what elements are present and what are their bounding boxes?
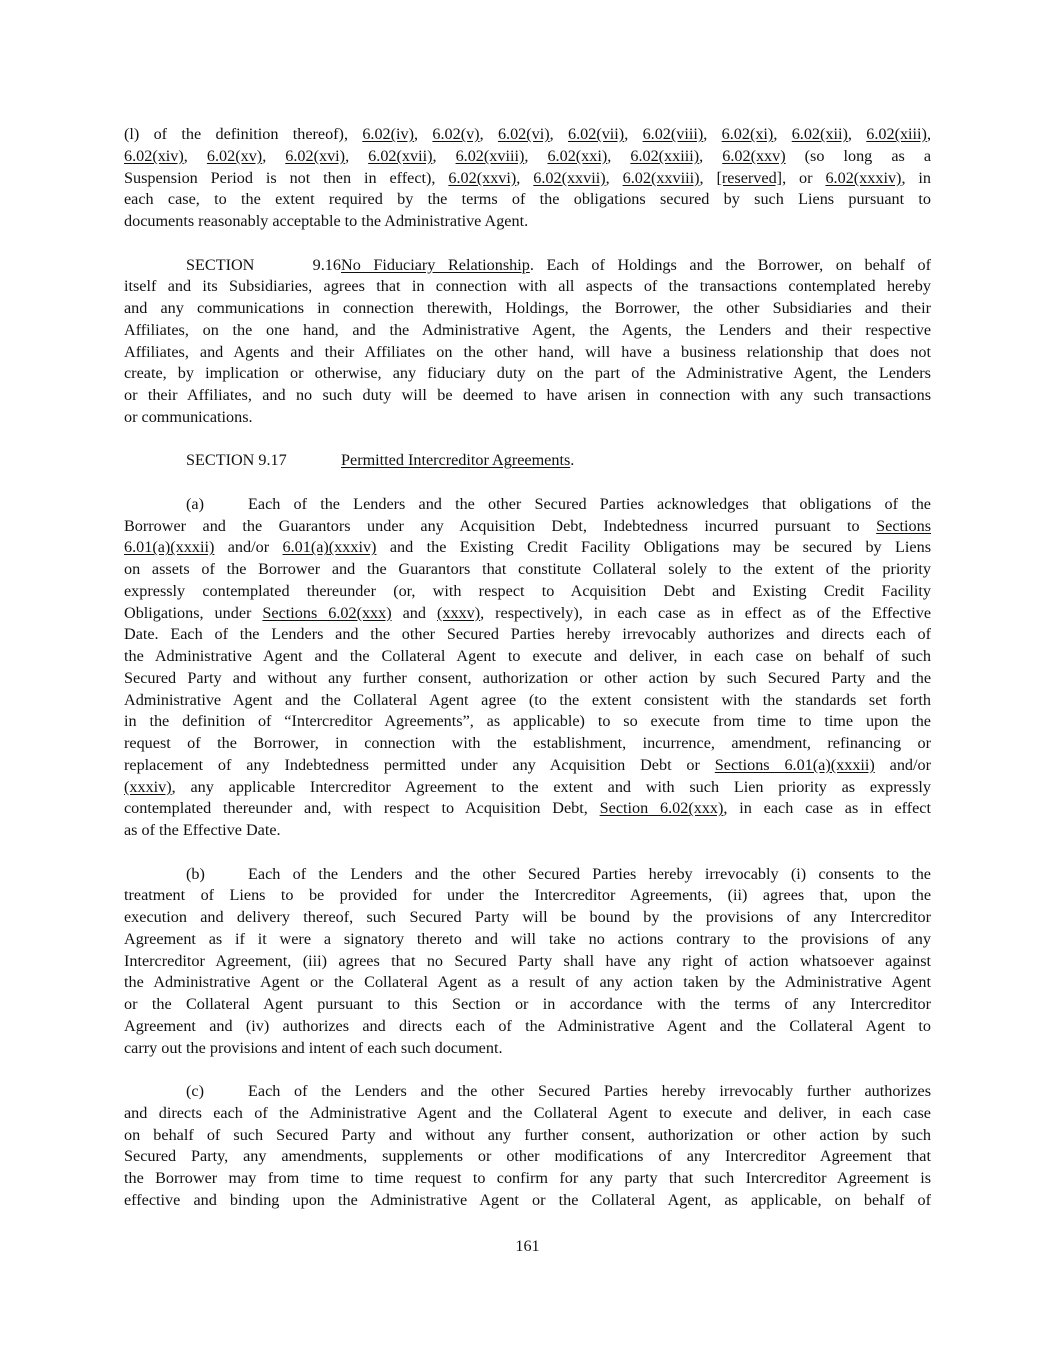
- section-reference: 6.02(xxxiv): [825, 168, 902, 187]
- section-reference: 6.02(vii): [568, 125, 625, 143]
- text-run: ,: [262, 146, 286, 165]
- section-reference: 6.02(xxvi): [448, 168, 517, 187]
- text-line: [124, 537, 931, 559]
- section-reference: 6.02(xvi): [285, 146, 346, 165]
- text-run: Administrative Agent and the Collateral Agent agree (to the extent consistent with the standards set forth: [124, 690, 931, 709]
- section-reference: Sections: [876, 516, 931, 535]
- section-reference: 6.02(xxi): [547, 146, 608, 165]
- section-reference: 6.02(xiii): [866, 125, 927, 143]
- text-run: Borrower and the Guarantors under any Acquisition Debt, Indebtedness incurred pursuant to: [124, 516, 877, 535]
- text-line: [124, 603, 931, 625]
- text-line: [124, 1168, 931, 1190]
- section-reference: 6.02(xxiii): [630, 146, 700, 165]
- clause-label: (b): [186, 864, 205, 883]
- text-run: ,: [926, 125, 931, 143]
- text-run: ,: [479, 125, 498, 143]
- text-line: [124, 1190, 931, 1212]
- text-run: ,: [414, 125, 433, 143]
- text-run: or the Collateral Agent pursuant to this Section or in accordance with the terms of any Intercreditor: [124, 995, 931, 1013]
- text-line: [124, 951, 931, 973]
- text-run: carry out the provisions and intent of each such document.: [124, 1038, 503, 1057]
- text-run: Each of the Lenders and the other Secured Parties hereby irrevocably (i) consents to the: [248, 864, 931, 883]
- text-line: [124, 907, 931, 929]
- text-run: on assets of the Borrower and the Guarantors that constitute Collateral solely to the extent of the priority: [124, 560, 931, 578]
- text-line: [124, 929, 931, 951]
- text-run: ,: [847, 125, 867, 143]
- text-run: Each of the Lenders and the other Secured Parties hereby irrevocably further authorizes: [248, 1082, 931, 1100]
- text-run: , any applicable Intercreditor Agreement to the extent and with such Lien priority as expressly: [171, 777, 931, 796]
- text-line: [124, 711, 931, 733]
- text-run: , in: [901, 168, 931, 187]
- text-run: . Each of Holdings and the Borrower, on behalf of: [529, 255, 932, 274]
- text-line: [124, 885, 931, 907]
- section-reference: 6.02(xvii): [368, 146, 433, 165]
- text-run: or communications.: [124, 407, 253, 426]
- text-run: ,: [516, 168, 534, 187]
- text-run: ,: [549, 125, 568, 143]
- text-line: [124, 494, 931, 516]
- text-line: [124, 1146, 931, 1168]
- text-run: , or: [782, 168, 826, 187]
- text-line: [124, 646, 931, 668]
- text-run: , in each case as in effect: [723, 799, 931, 818]
- text-line: [124, 298, 931, 320]
- section-number: SECTION 9.16: [186, 255, 341, 274]
- text-run: ,: [624, 125, 643, 143]
- text-run: the Administrative Agent or the Collateral Agent as a result of any action taken by the Administrative Agent: [124, 973, 931, 992]
- section-reference: 6.02(xxvii): [533, 168, 606, 187]
- text-run: Agreement and (iv) authorizes and directs each of the Administrative Agent and the Collateral Agent to: [124, 1016, 931, 1035]
- text-line: [124, 363, 931, 385]
- text-line: [124, 777, 931, 799]
- text-line: [124, 385, 931, 407]
- text-run: Suspension Period is not then in effect),: [124, 168, 449, 187]
- text-run: the Administrative Agent and the Collateral Agent to execute and deliver, in each case on behalf of such: [124, 647, 931, 665]
- section-reference: 6.02(xxviii): [622, 168, 700, 187]
- paragraph: [124, 494, 931, 842]
- clause-label: (c): [186, 1082, 204, 1100]
- text-run: Secured Party, any amendments, supplements or other modifications of any Intercreditor Agreement that: [124, 1147, 931, 1166]
- text-run: in the definition of “Intercreditor Agreements”, as applicable) to so execute from time to time upon the: [124, 712, 931, 731]
- section-reference: (xxxiv): [124, 777, 172, 796]
- text-line: [124, 755, 931, 777]
- text-run: request of the Borrower, in connection with the establishment, incurrence, amendment, refinancing or: [124, 734, 931, 752]
- text-run: .: [570, 451, 575, 470]
- text-run: documents reasonably acceptable to the Administrative Agent.: [124, 212, 529, 230]
- text-run: contemplated thereunder and, with respect to Acquisition Debt,: [124, 799, 600, 818]
- text-line: [124, 189, 931, 211]
- text-line: [124, 798, 931, 820]
- section-reference: Permitted Intercreditor Agreements: [341, 451, 571, 470]
- section-reference: 6.02(xxv): [722, 146, 786, 165]
- text-run: execution and delivery thereof, such Secured Party will be bound by the provisions of any Intercreditor: [124, 908, 931, 926]
- text-line: [124, 276, 931, 298]
- text-run: and: [391, 603, 437, 622]
- text-run: itself and its Subsidiaries, agrees that in connection with all aspects of the transactions contemplated hereby: [124, 277, 931, 296]
- section-reference: 6.02(vi): [497, 125, 550, 143]
- text-run: and directs each of the Administrative Agent and the Collateral Agent to execute and deliver, in each case: [124, 1103, 931, 1122]
- text-run: and any communications in connection therewith, Holdings, the Borrower, the other Subsidiaries and their: [124, 299, 931, 317]
- text-run: ,: [699, 146, 723, 165]
- text-run: ,: [703, 125, 722, 143]
- text-run: Affiliates, and Agents and their Affiliates on the other hand, will have a business relationship that does not: [124, 342, 931, 361]
- text-run: (l) of the definition thereof),: [124, 125, 363, 143]
- page-number: 161: [515, 1237, 540, 1255]
- section-reference: (xxxv): [436, 603, 481, 622]
- text-line: [124, 820, 931, 842]
- section-reference: 6.01(a)(xxxiv): [282, 538, 377, 557]
- text-run: ,: [345, 146, 369, 165]
- text-run: and/or: [214, 538, 283, 557]
- text-line: [124, 320, 931, 342]
- text-run: expressly contemplated thereunder (or, with respect to Acquisition Debt and Existing Credit Facility: [124, 581, 931, 600]
- text-line: [124, 559, 931, 581]
- text-line: [124, 581, 931, 603]
- text-run: ,: [432, 146, 456, 165]
- text-line: [124, 1081, 931, 1103]
- section-reference: 6.02(xii): [791, 125, 848, 143]
- text-run: effective and binding upon the Administrative Agent or the Collateral Agent, as applicable, on behalf of: [124, 1190, 931, 1209]
- text-run: and/or: [874, 755, 932, 774]
- paragraph: [124, 124, 931, 233]
- section-reference: Sections 6.02(xxx): [262, 603, 392, 622]
- section-number: SECTION 9.17: [186, 451, 287, 470]
- text-run: Affiliates, on the one hand, and the Administrative Agent, the Agents, the Lenders and their respective: [124, 320, 931, 339]
- section-reference: 6.02(xiv): [124, 146, 184, 165]
- text-run: , respectively), in each case as in effect as of the Effective: [480, 603, 932, 622]
- section-reference: 6.02(xi): [721, 125, 774, 143]
- text-line: [124, 146, 931, 168]
- text-line: [124, 1103, 931, 1125]
- text-run: ,: [699, 168, 717, 187]
- section-reference: 6.02(v): [432, 125, 480, 143]
- section-reference: 6.02(iv): [362, 125, 415, 143]
- section-reference: 6.02(xv): [206, 146, 263, 165]
- section-reference: 6.02(viii): [642, 125, 704, 143]
- text-line: [124, 450, 931, 472]
- text-line: [124, 668, 931, 690]
- text-run: Secured Party and without any further consent, authorization or other action by such Secured Party and the: [124, 668, 931, 687]
- section-reference: Sections 6.01(a)(xxxii): [714, 755, 875, 774]
- text-run: Date. Each of the Lenders and the other Secured Parties hereby irrevocably authorizes and directs each of: [124, 625, 931, 644]
- text-run: Each of the Lenders and the other Secured Parties acknowledges that obligations of the: [248, 494, 931, 513]
- text-run: each case, to the extent required by the terms of the obligations secured by such Liens pursuant to: [124, 190, 931, 209]
- section-reference: 6.01(a)(xxxii): [124, 538, 215, 557]
- text-run: (so long as a: [785, 146, 932, 165]
- text-line: [124, 1125, 931, 1147]
- text-run: and the Existing Credit Facility Obligations may be secured by Liens: [376, 538, 932, 557]
- text-run: ,: [605, 168, 623, 187]
- text-run: Intercreditor Agreement, (iii) agrees that no Secured Party shall have any right of action whatsoever against: [124, 951, 931, 970]
- paragraph: [124, 1081, 931, 1212]
- paragraph: [124, 864, 931, 1060]
- text-run: as of the Effective Date.: [124, 821, 281, 839]
- text-line: [124, 624, 931, 646]
- text-run: Agreement as if it were a signatory thereto and will take no actions contrary to the provisions of any: [124, 929, 931, 948]
- clause-label: (a): [186, 494, 204, 513]
- text-run: replacement of any Indebtedness permitted under any Acquisition Debt or: [124, 755, 715, 774]
- text-line: [124, 690, 931, 712]
- section-reference: [reserved]: [716, 168, 783, 187]
- section-reference: Section 6.02(xxx): [599, 799, 724, 818]
- section-reference: No Fiduciary Relationship: [341, 255, 530, 274]
- text-run: the Borrower may from time to time request to confirm for any party that such Intercreditor Agreement is: [124, 1169, 931, 1187]
- text-run: create, by implication or otherwise, any fiduciary duty on the part of the Administrative Agent, the Lenders: [124, 364, 931, 383]
- text-run: or their Affiliates, and no such duty will be deemed to have arisen in connection with any such transactions: [124, 386, 931, 404]
- text-line: [124, 994, 931, 1016]
- text-line: [124, 168, 931, 190]
- text-run: ,: [773, 125, 792, 143]
- text-line: [124, 864, 931, 886]
- text-line: [124, 733, 931, 755]
- text-run: ,: [607, 146, 631, 165]
- section-reference: 6.02(xviii): [455, 146, 525, 165]
- document-body: [124, 124, 931, 1233]
- paragraph: [124, 450, 931, 472]
- text-run: ,: [183, 146, 207, 165]
- text-line: [124, 972, 931, 994]
- text-run: Obligations, under: [124, 603, 263, 622]
- text-line: [124, 516, 931, 538]
- text-line: [124, 255, 931, 277]
- text-run: ,: [524, 146, 548, 165]
- text-line: [124, 1016, 931, 1038]
- text-line: [124, 342, 931, 364]
- text-run: on behalf of such Secured Party and without any further consent, authorization or other action by such: [124, 1125, 931, 1144]
- text-line: [124, 211, 931, 233]
- text-line: [124, 407, 931, 429]
- text-line: [124, 1038, 931, 1060]
- text-line: [124, 124, 931, 146]
- text-run: treatment of Liens to be provided for under the Intercreditor Agreements, (ii) agrees that, upon the: [124, 886, 931, 905]
- paragraph: [124, 255, 931, 429]
